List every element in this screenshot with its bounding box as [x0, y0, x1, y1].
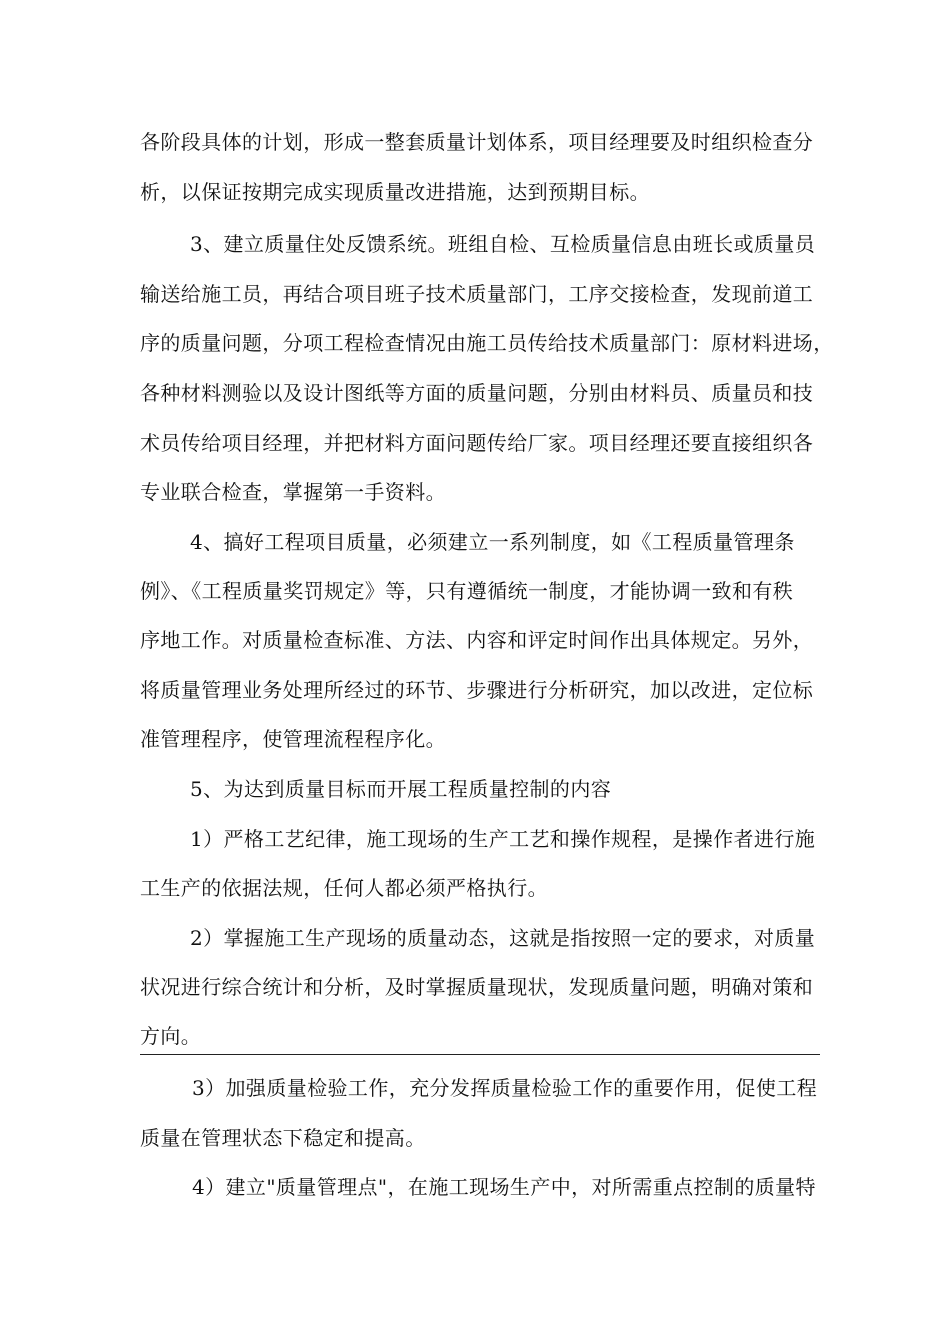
text-line: 各阶段具体的计划，形成一整套质量计划体系，项目经理要及时组织检查分	[140, 130, 814, 154]
text-line: 状况进行综合统计和分析，及时掌握质量现状，发现质量问题，明确对策和	[140, 975, 814, 999]
text-line: 序的质量问题，分项工程检查情况由施工员传给技术质量部门：原材料进场，	[140, 331, 834, 355]
item-3-start: 3）加强质量检验工作，充分发挥质量检验工作的重要作用，促使工程	[192, 1076, 818, 1100]
text-line: 术员传给项目经理，并把材料方面问题传给厂家。项目经理还要直接组织各	[140, 431, 814, 455]
text-line: 准管理程序，使管理流程程序化。	[140, 727, 446, 751]
paragraph-4-start: 4、搞好工程项目质量，必须建立一系列制度，如《工程质量管理条	[190, 530, 795, 554]
text-line: 输送给施工员，再结合项目班子技术质量部门，工序交接检查，发现前道工	[140, 282, 814, 306]
text-line: 各种材料测验以及设计图纸等方面的质量问题，分别由材料员、质量员和技	[140, 381, 814, 405]
item-2-start: 2）掌握施工生产现场的质量动态，这就是指按照一定的要求，对质量	[190, 926, 816, 950]
text-line: 例》、《工程质量奖罚规定》等，只有遵循统一制度，才能协调一致和有秩	[140, 579, 794, 603]
text-line: 方向。	[140, 1024, 202, 1048]
text-line: 专业联合检查，掌握第一手资料。	[140, 480, 446, 504]
text-line: 质量在管理状态下稳定和提高。	[140, 1126, 426, 1150]
text-line: 序地工作。对质量检查标准、方法、内容和评定时间作出具体规定。另外，	[140, 628, 814, 652]
text-line: 工生产的依据法规，任何人都必须严格执行。	[140, 876, 548, 900]
item-4-start: 4）建立"质量管理点"，在施工现场生产中，对所需重点控制的质量特	[192, 1175, 816, 1199]
paragraph-3-start: 3、建立质量住处反馈系统。班组自检、互检质量信息由班长或质量员	[190, 232, 816, 256]
horizontal-divider	[140, 1054, 820, 1055]
text-line: 析，以保证按期完成实现质量改进措施，达到预期目标。	[140, 180, 650, 204]
paragraph-5-heading: 5、为达到质量目标而开展工程质量控制的内容	[190, 777, 612, 801]
text-line: 将质量管理业务处理所经过的环节、步骤进行分析研究，加以改进，定位标	[140, 678, 814, 702]
item-1-start: 1）严格工艺纪律，施工现场的生产工艺和操作规程，是操作者进行施	[190, 827, 816, 851]
